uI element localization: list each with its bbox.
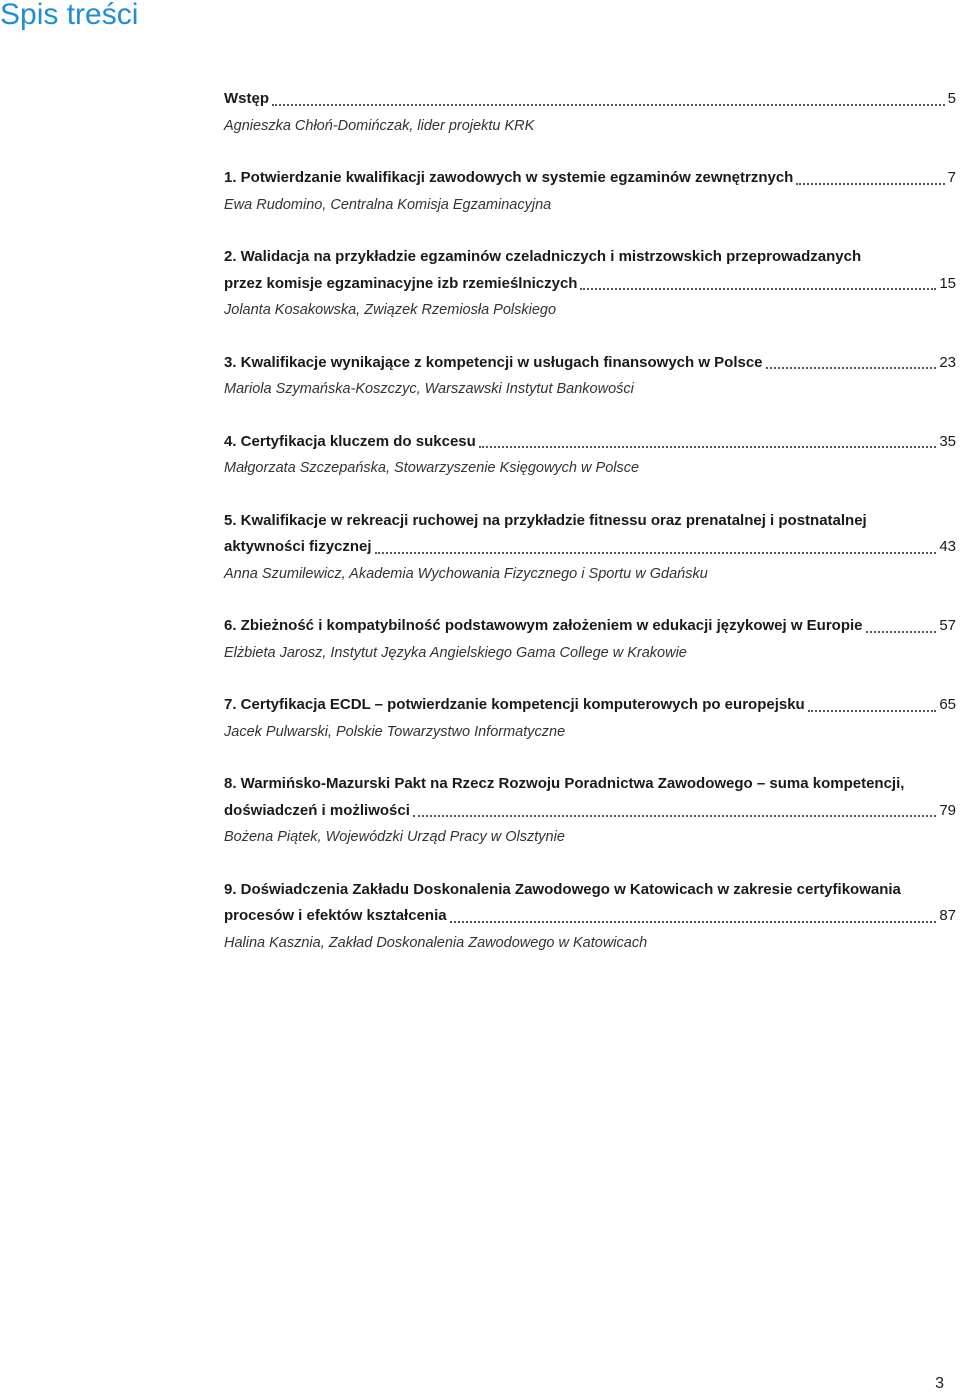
- toc-entry-title-continued[interactable]: doświadczeń i możliwości: [224, 801, 410, 819]
- toc-entry[interactable]: [224, 692, 960, 745]
- toc-entry[interactable]: [224, 508, 960, 588]
- toc-entry[interactable]: [224, 429, 960, 482]
- dot-leader: [866, 631, 937, 633]
- toc-page-number: 15: [939, 274, 956, 292]
- toc-entry[interactable]: [224, 244, 960, 324]
- toc-page-number: 7: [947, 169, 956, 186]
- toc-page-number: 35: [939, 432, 956, 450]
- toc-entry-title[interactable]: Wstęp: [224, 90, 269, 107]
- toc-entry-author: Jolanta Kosakowska, Związek Rzemiosła Polskiego: [224, 302, 557, 318]
- toc-entry-title[interactable]: 8. Warmińsko-Mazurski Pakt na Rzecz Rozwoju Poradnictwa Zawodowego – suma kompetencji,: [224, 775, 905, 792]
- toc-page-number: 87: [939, 907, 956, 924]
- dot-leader: [479, 446, 937, 448]
- toc-entry-author: Jacek Pulwarski, Polskie Towarzystwo Informatyczne: [224, 723, 566, 740]
- toc-entry-title-continued[interactable]: przez komisje egzaminacyjne izb rzemieślniczych: [224, 274, 578, 292]
- table-of-contents: [224, 86, 960, 982]
- dot-leader: [580, 288, 936, 290]
- toc-entry[interactable]: [224, 350, 960, 403]
- toc-entry-author: Agnieszka Chłoń-Domińczak, lider projektu KRK: [224, 117, 535, 134]
- toc-entry-title[interactable]: 7. Certyfikacja ECDL – potwierdzanie kompetencji komputerowych po europejsku: [224, 696, 805, 713]
- toc-entry[interactable]: [224, 165, 960, 218]
- toc-entry-title[interactable]: 1. Potwierdzanie kwalifikacji zawodowych w systemie egzaminów zewnętrznych: [224, 169, 794, 186]
- dot-leader: [808, 710, 937, 712]
- toc-entry-title-continued[interactable]: procesów i efektów kształcenia: [224, 907, 447, 924]
- dot-leader: [450, 921, 937, 923]
- dot-leader: [766, 367, 937, 369]
- page-title: Spis treści: [0, 0, 139, 31]
- toc-entry-title[interactable]: 4. Certyfikacja kluczem do sukcesu: [224, 432, 476, 450]
- toc-entry-title[interactable]: 3. Kwalifikacje wynikające z kompetencji w usługach finansowych w Polsce: [224, 353, 763, 371]
- toc-entry-title[interactable]: 2. Walidacja na przykładzie egzaminów czeladniczych i mistrzowskich przeprowadzanych: [224, 248, 862, 265]
- toc-entry[interactable]: [224, 86, 960, 139]
- toc-entry[interactable]: [224, 613, 960, 666]
- toc-entry-author: Ewa Rudomino, Centralna Komisja Egzaminacyjna: [224, 196, 552, 213]
- toc-entry[interactable]: [224, 877, 960, 957]
- toc-entry-title[interactable]: 9. Doświadczenia Zakładu Doskonalenia Zawodowego w Katowicach w zakresie certyfikowania: [224, 880, 901, 898]
- toc-page-number: 5: [947, 90, 956, 107]
- toc-page-number: 79: [939, 801, 956, 819]
- toc-entry-author: Małgorzata Szczepańska, Stowarzyszenie Księgowych w Polsce: [224, 460, 640, 476]
- dot-leader: [413, 815, 936, 817]
- toc-entry-author: Anna Szumilewicz, Akademia Wychowania Fizycznego i Sportu w Gdańsku: [224, 565, 708, 582]
- toc-entry-title[interactable]: 6. Zbieżność i kompatybilność podstawowym założeniem w edukacji językowej w Europie: [224, 617, 863, 634]
- toc-entry-author: Elżbieta Jarosz, Instytut Języka Angielskiego Gama College w Krakowie: [224, 644, 687, 661]
- dot-leader: [272, 104, 945, 106]
- toc-page-number: 57: [939, 617, 956, 634]
- toc-page-number: 43: [939, 538, 956, 555]
- toc-entry-title-continued[interactable]: aktywności fizycznej: [224, 538, 372, 555]
- toc-entry-author: Mariola Szymańska-Koszczyc, Warszawski Instytut Bankowości: [224, 381, 634, 397]
- toc-entry-author: Bożena Piątek, Wojewódzki Urząd Pracy w Olsztynie: [224, 829, 565, 845]
- dot-leader: [796, 183, 944, 185]
- toc-page-number: 23: [939, 353, 956, 371]
- toc-page-number: 65: [939, 696, 956, 713]
- page-number: 3: [935, 1375, 944, 1392]
- toc-entry-author: Halina Kasznia, Zakład Doskonalenia Zawodowego w Katowicach: [224, 934, 648, 951]
- toc-entry-title[interactable]: 5. Kwalifikacje w rekreacji ruchowej na przykładzie fitnessu oraz prenatalnej i postnatalnej: [224, 511, 867, 529]
- dot-leader: [375, 552, 937, 554]
- toc-entry[interactable]: [224, 771, 960, 851]
